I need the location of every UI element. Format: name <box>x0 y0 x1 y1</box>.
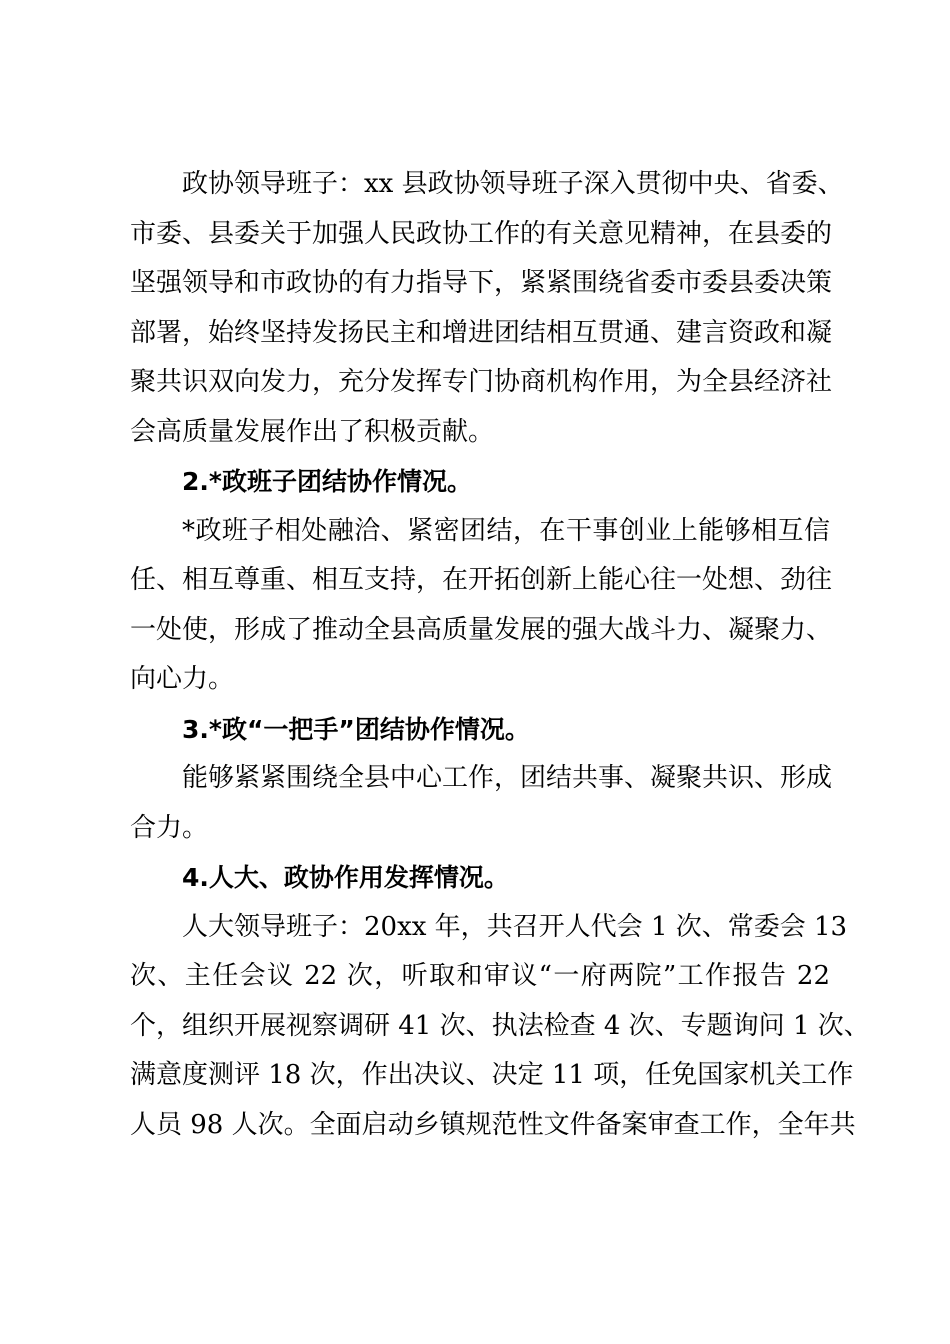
paragraph-leaders-unity <box>130 754 833 853</box>
section-heading-4: 4.人大、政协作用发挥情况。 <box>182 863 509 892</box>
paragraph-line: 人大领导班子：20xx 年，共召开人代会 1 次、常委会 13 <box>182 911 848 942</box>
paragraph-line: *政班子相处融洽、紧密团结，在干事创业上能够相互信 <box>182 515 830 546</box>
paragraph-line: 坚强领导和市政协的有力指导下，紧紧围绕省委市委县委决策 <box>130 268 833 298</box>
paragraph-line: 政协领导班子：xx 县政协领导班子深入贯彻中央、省委、 <box>182 169 844 199</box>
paragraph-line: 个，组织开展视察调研 41 次、执法检查 4 次、专题询问 1 次、 <box>130 1010 870 1041</box>
paragraph-line: 人员 98 人次。全面启动乡镇规范性文件备案审查工作，全年共 <box>130 1109 856 1140</box>
paragraph-line: 聚共识双向发力，充分发挥专门协商机构作用，为全县经济社 <box>130 367 833 397</box>
paragraph-npc-leadership <box>130 903 870 1151</box>
paragraph-line: 一处使，形成了推动全县高质量发展的强大战斗力、凝聚力、 <box>130 614 833 645</box>
document-page <box>130 160 870 1150</box>
paragraph-line: 次、主任会议 22 次，听取和审议“一府两院”工作报告 22 <box>130 961 830 991</box>
paragraph-line: 会高质量发展作出了积极贡献。 <box>130 416 495 447</box>
paragraph-line: 市委、县委关于加强人民政协工作的有关意见精神，在县委的 <box>130 218 833 249</box>
paragraph-line: 任、相互尊重、相互支持，在开拓创新上能心往一处想、劲往 <box>130 565 833 595</box>
paragraph-line: 满意度测评 18 次，作出决议、决定 11 项，任免国家机关工作 <box>130 1060 854 1090</box>
section-heading-2: 2.*政班子团结协作情况。 <box>182 467 472 496</box>
paragraph-team-unity <box>130 507 833 705</box>
paragraph-line: 部署，始终坚持发扬民主和增进团结相互贯通、建言资政和凝 <box>130 317 833 348</box>
section-heading-3: 3.*政“一把手”团结协作情况。 <box>182 714 530 744</box>
paragraph-line: 合力。 <box>130 812 209 843</box>
paragraph-line: 向心力。 <box>130 664 235 694</box>
paragraph-line: 能够紧紧围绕全县中心工作，团结共事、凝聚共识、形成 <box>182 763 833 793</box>
paragraph-cppcc-leadership <box>130 160 844 457</box>
